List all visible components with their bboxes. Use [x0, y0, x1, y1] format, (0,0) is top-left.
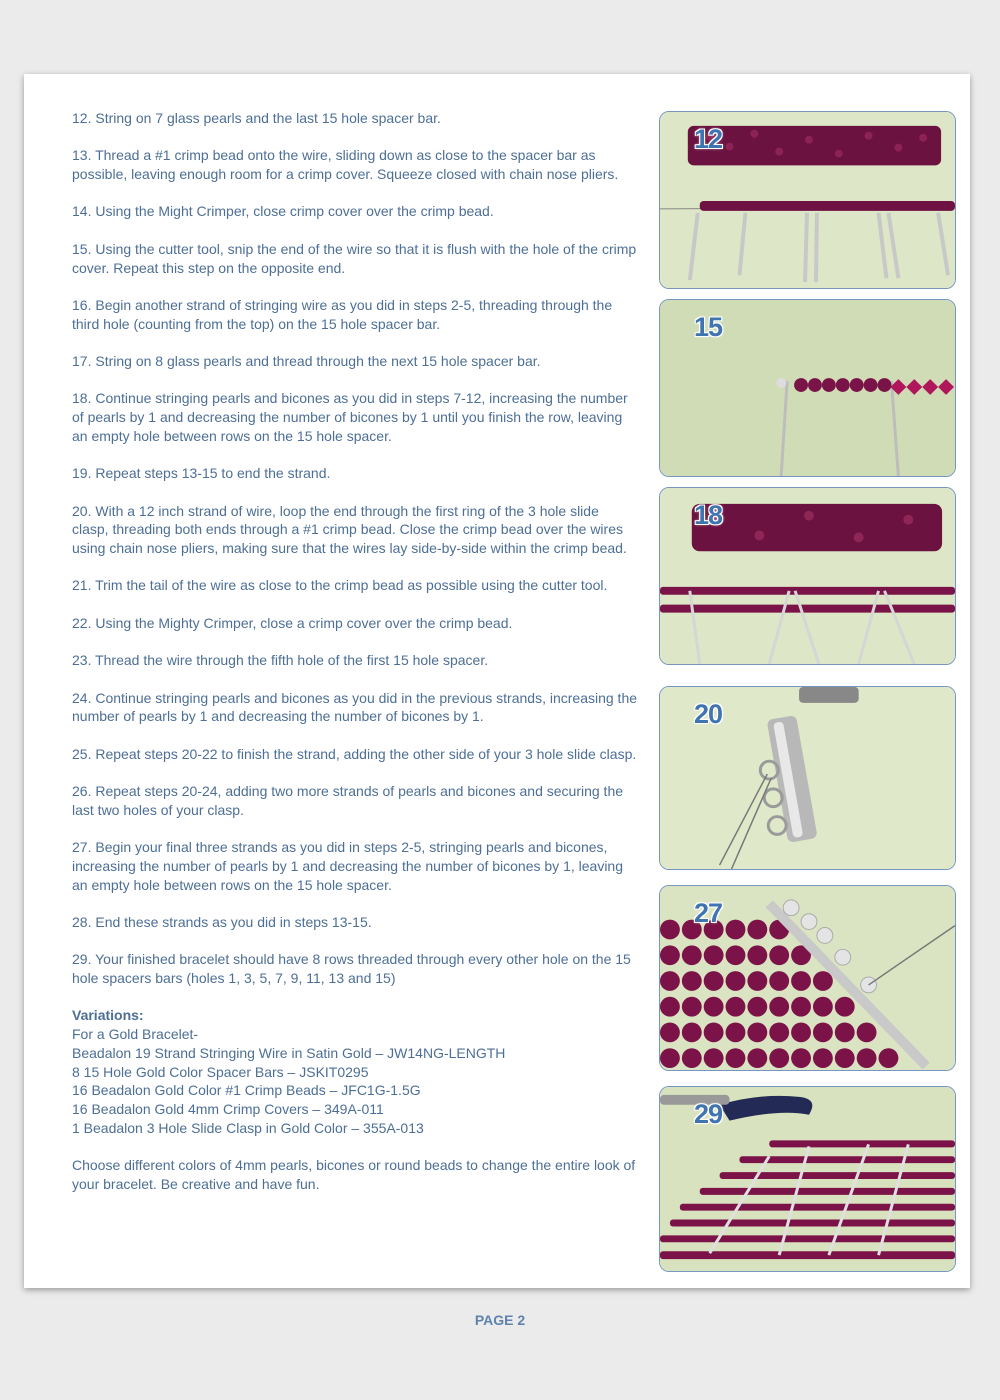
- photo-badge: 20: [694, 699, 723, 729]
- photo-step-27: [659, 885, 956, 1071]
- photo-step-18: [659, 487, 956, 665]
- photo-badge: 18: [694, 500, 723, 530]
- photo-badge: 15: [694, 312, 723, 342]
- list-item: 8 15 Hole Gold Color Spacer Bars – JSKIT0295: [72, 1063, 369, 1080]
- step-18: 18. Continue stringing pearls and bicones as you did in steps 7-12, increasing the number of pearls by 1 and decreasing the number of bicones by 1 until you finish the row, leaving an empty hole between rows on the 15 hole spacer.: [72, 390, 628, 444]
- step-25: 25. Repeat steps 20-22 to finish the strand, adding the other side of your 3 hole slide clasp.: [72, 745, 637, 762]
- page-number: PAGE 2: [474, 1312, 526, 1328]
- photo-badge: 12: [694, 124, 723, 154]
- photo-step-20: [659, 686, 956, 870]
- list-item: 16 Beadalon Gold 4mm Crimp Covers – 349A-011: [72, 1100, 384, 1117]
- step-19: 19. Repeat steps 13-15 to end the strand.: [72, 465, 331, 482]
- step-26: 26. Repeat steps 20-24, adding two more strands of pearls and bicones and securing the last two holes of your clasp.: [72, 783, 624, 818]
- variations-list: [72, 1044, 638, 1138]
- step-22: 22. Using the Mighty Crimper, close a crimp cover over the crimp bead.: [72, 614, 513, 631]
- closing-paragraph: Choose different colors of 4mm pearls, bicones or round beads to change the entire look of your bracelet. Be creative and have fun.: [72, 1157, 636, 1192]
- step-23: 23. Thread the wire through the fifth hole of the first 15 hole spacer.: [72, 652, 489, 669]
- photo-step-12: [659, 111, 956, 289]
- step-14: 14. Using the Might Crimper, close crimp cover over the crimp bead.: [72, 203, 494, 220]
- page-sheet: [24, 74, 970, 1288]
- step-21: 21. Trim the tail of the wire as close to the crimp bead as possible using the cutter tool.: [72, 577, 608, 594]
- list-item: 1 Beadalon 3 Hole Slide Clasp in Gold Color – 355A-013: [72, 1119, 424, 1136]
- photo-badge: 29: [694, 1099, 723, 1129]
- step-27: 27. Begin your final three strands as you did in steps 2-5, stringing pearls and bicones, increasing the number of pearls by 1 and decreasing the number of bicones by 1, leaving an empty hole between rows on the 15 hole spacer.: [72, 839, 624, 893]
- variations-heading: Variations:: [72, 1007, 144, 1024]
- variations-subtitle: For a Gold Bracelet-: [72, 1026, 199, 1043]
- step-16: 16. Begin another strand of stringing wire as you did in steps 2-5, threading through the third hole (counting from the top) on the 15 hole spacer bar.: [72, 296, 613, 332]
- step-17: 17. String on 8 glass pearls and thread through the next 15 hole spacer bar.: [72, 353, 541, 370]
- photo-step-29: [659, 1086, 956, 1272]
- photo-badge: 27: [694, 898, 723, 928]
- step-20: 20. With a 12 inch strand of wire, loop the end through the first ring of the 3 hole slide clasp, threading both ends through a #1 crimp bead. Close the crimp bead over the wires using chain nose pliers, making sure that the wires lay side-by-side within the crimp bead.: [72, 502, 627, 557]
- instructions-column: [72, 109, 638, 1193]
- step-29: 29. Your finished bracelet should have 8 rows threaded through every other hole on the 15 hole spacers bars (holes 1, 3, 5, 7, 9, 11, 13 and 15): [72, 951, 631, 987]
- step-15: 15. Using the cutter tool, snip the end of the wire so that it is flush with the hole of the crimp cover. Repeat this step on the opposite end.: [72, 240, 637, 276]
- list-item: 16 Beadalon Gold Color #1 Crimp Beads – JFC1G-1.5G: [72, 1082, 421, 1099]
- list-item: Beadalon 19 Strand Stringing Wire in Satin Gold – JW14NG-LENGTH: [72, 1044, 506, 1061]
- step-12: 12. String on 7 glass pearls and the last 15 hole spacer bar.: [72, 110, 441, 126]
- step-28: 28. End these strands as you did in steps 13-15.: [72, 913, 372, 930]
- step-13: 13. Thread a #1 crimp bead onto the wire, sliding down as close to the spacer bar as possible, leaving enough room for a crimp cover. Squeeze closed with chain nose pliers.: [72, 147, 619, 183]
- photo-step-15: [659, 299, 956, 477]
- step-24: 24. Continue stringing pearls and bicones as you did in the previous strands, increasing the number of pearls by 1 and decreasing the number of bicones by 1.: [72, 689, 638, 725]
